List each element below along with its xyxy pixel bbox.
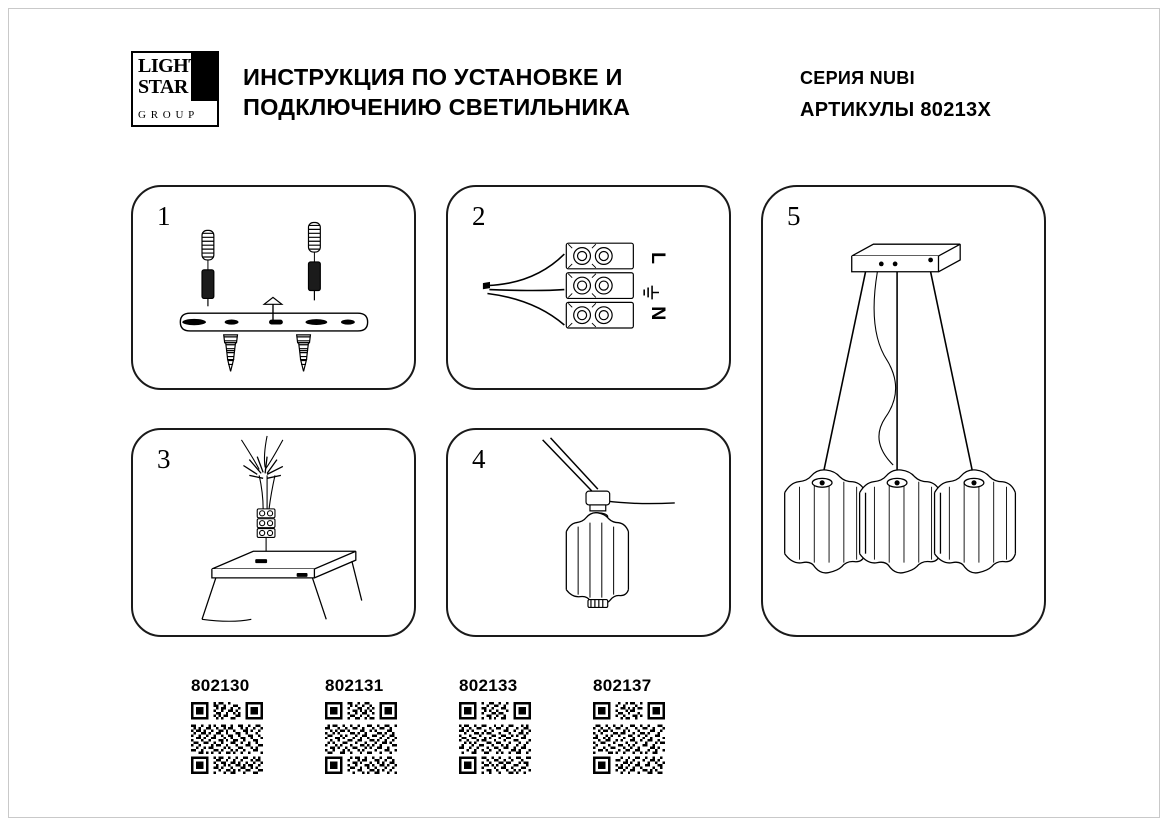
step-number-4: 4 — [472, 444, 486, 474]
article-label: АРТИКУЛЫ 80213X — [800, 99, 992, 121]
page-title-line-2: ПОДКЛЮЧЕНИЮ СВЕТИЛЬНИКА — [243, 94, 631, 120]
lightstar-group-logo — [131, 51, 219, 127]
qr-802133 — [459, 702, 531, 774]
qr-item-4 — [593, 676, 665, 774]
step-panel-5 — [761, 185, 1046, 637]
terminal-label-n: N — [647, 306, 670, 321]
step-1-illustration — [133, 187, 414, 389]
qr-item-2 — [325, 676, 397, 774]
page-title — [243, 62, 763, 122]
logo-line-2: STAR — [138, 76, 188, 98]
qr-802137 — [593, 702, 665, 774]
logo-wordmark — [138, 56, 201, 98]
qr-code-label-3: 802133 — [459, 676, 518, 695]
qr-item-3 — [459, 676, 531, 774]
step-panel-2 — [446, 185, 731, 390]
series-label: СЕРИЯ NUBI — [800, 68, 915, 88]
step-number-2: 2 — [472, 201, 486, 231]
step-number-3: 3 — [157, 444, 171, 474]
step-2-illustration — [448, 187, 729, 389]
step-4-illustration — [448, 430, 729, 636]
qr-802131 — [325, 702, 397, 774]
qr-item-1 — [191, 676, 263, 774]
step-panel-4 — [446, 428, 731, 637]
page-title-line-1: ИНСТРУКЦИЯ ПО УСТАНОВКЕ И — [243, 64, 623, 90]
step-panel-1 — [131, 185, 416, 390]
logo-line-1: LIGHT — [138, 55, 202, 77]
terminal-label-l: L — [647, 251, 670, 265]
step-number-5: 5 — [787, 201, 801, 231]
step-panel-3 — [131, 428, 416, 637]
qr-code-label-4: 802137 — [593, 676, 652, 695]
logo-line-3: G R O U P — [138, 109, 196, 121]
step-number-1: 1 — [157, 201, 171, 231]
qr-802130 — [191, 702, 263, 774]
step-3-illustration — [133, 430, 414, 636]
qr-code-label-1: 802130 — [191, 676, 250, 695]
qr-code-label-2: 802131 — [325, 676, 384, 695]
step-5-illustration — [763, 187, 1044, 633]
